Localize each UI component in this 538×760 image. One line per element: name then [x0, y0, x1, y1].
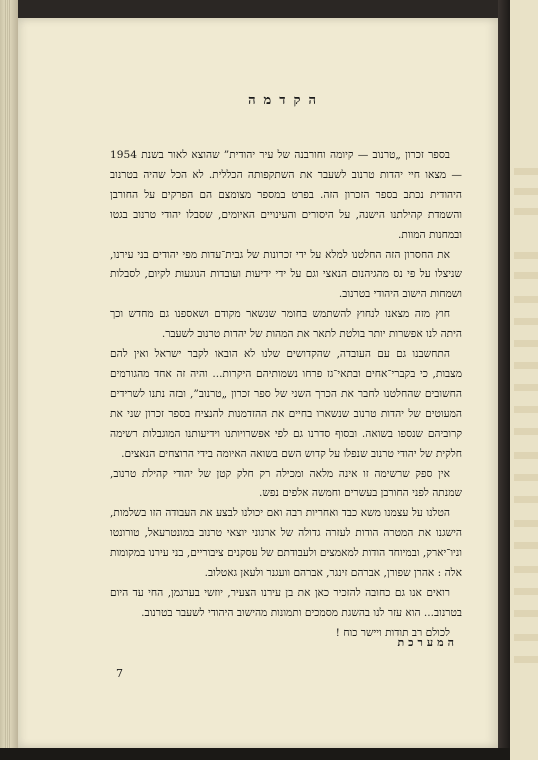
- page-heading: הקדמה: [248, 93, 324, 108]
- scan-bottom-edge: [0, 748, 510, 760]
- signature: המערכת: [397, 636, 458, 649]
- paragraph: לכולם רב תודות ויישר כוח !: [335, 626, 450, 639]
- body-text: [110, 146, 462, 644]
- book-gutter: [498, 0, 510, 760]
- paragraph: התחשבנו גם עם העובדה, שהקדושים שלנו לא הובאו לקבר ישראל ואין להם מצבות, כי בקברי־אחים ובתאי־גז פרחו נשמותיהם היקרות... והיה זה אחד מהגורמים החשובים שהחלטנו לחבר את הכרך השני של ספר זכרון „טרנוב”, ובזה נתנו לשרידים המעוטים של יהדות טרנוב שנשארו בחיים את ההזדמנות להנציח בספר זכרון שני את קרוביהם שנספו בשואה. ובסוף סדרנו גם לפי אפשרויותנו וידיעותנו המוגבלות רשימה חלקית של יהודי טרנוב שנפלו על קדוש השם בשואה האיומה בידי הרוצחים הנאצים.: [110, 348, 462, 460]
- paragraph: הטלנו על עצמנו משא כבד ואחריות רבה ואם יכולנו לבצע את העבודה הזו בשלמות, הישגנו את המטרה הודות לעזרה גדולה של ארגוני יוצאי טרנוב במונטרעאל, טורונטו וניו־יארק, ובמיוחד הודות למאמצים ולעבודתם של עסקנים ציבוריים, בני עירנו במקומות אלה : אהרן שפורן, אברהם זינגר, אברהם וועגנר ולעאן גאטלוב.: [110, 507, 462, 580]
- paragraph: רואים אנו גם כחובה להזכיר כאן את בן עירנו הצעיר, יוזשי בערגמן, החי עד היום בטרנוב... הוא עזר לנו בהשגת מסמכים ותמונות מהישוב היהודי לשעבר בטרנוב.: [110, 586, 462, 619]
- adjacent-page-edge: [510, 0, 538, 760]
- page-number: 7: [116, 667, 123, 680]
- paragraph: חוץ מזה מצאנו לנחוץ להשתמש בחומר שנשאר מקודם ושאספנו גם מחדש וכך היתה לנו אפשרות יותר בולטת לתאר את המהות של יהדות טרנוב לשעבר.: [110, 308, 462, 341]
- paragraph: בספר זכרון „טרנוב — קיומה וחורבנה של עיר יהודית” שהוצא לאור בשנת 1954 — מצאו חיי יהדות טרנוב לשעבר את השתקפותה הכללית. לא הכל שהיה בטרנוב היהודית נכתב בספר הזכרון הזה. בפרט במספר מצומצם הם הפרקים על החורבן והשמדת קהילתנו הישנה, על היסורים והעינויים האיומים, שסבלו יהודי טרנוב בגטו ובמחנות המוות.: [110, 149, 462, 241]
- book-spine-edge: [0, 0, 18, 760]
- paragraph: אין ספק שרשימה זו אינה מלאה ומכילה רק חלק קטן של יהודי קהילת טרנוב, שמנתה לפני החורבן בעשרים וחמשה אלפים נפש.: [110, 467, 462, 500]
- paragraph: את החסרון הזה החלטנו למלא על ידי זכרונות של גבית־עדות מפי יהודים בני עירנו, שניצלו על פי נס מהגיהנום הנאצי וגם על ידי ידיעות ועובדות הנוגעות לקיום, לסבלות ושמחות הישוב היהודי בטרנוב.: [110, 248, 462, 301]
